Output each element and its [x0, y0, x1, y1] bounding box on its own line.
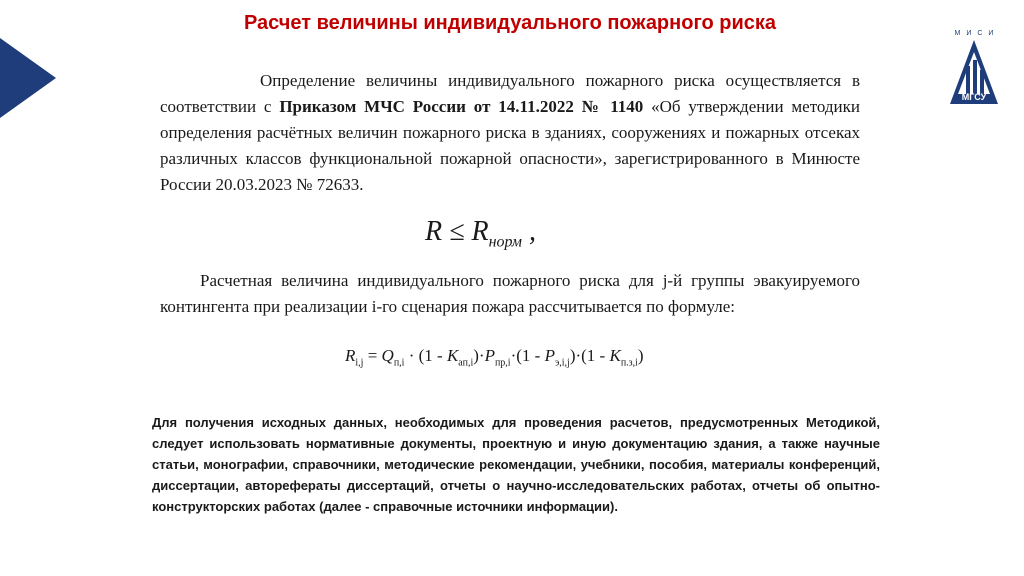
f-p1: P	[484, 346, 495, 365]
f-t5: )	[637, 346, 644, 365]
f-t1: · (1 -	[404, 346, 447, 365]
paragraph-definition-text: Определение величины индивидуального пожарного риска осуществляется в соответствии с	[160, 71, 860, 116]
risk-calculation-formula	[345, 346, 644, 368]
f-k1: K	[446, 346, 459, 365]
logo-name: МГСУ	[961, 92, 987, 102]
paragraph-calculation: Расчетная величина индивидуального пожарного риска для j-й группы эвакуируемого контингента при реализации i-го сценария пожара рассчитывается по формуле:	[160, 271, 860, 316]
formula-subscript: норм	[488, 233, 522, 251]
f-t3: ·(1 -	[510, 346, 545, 365]
university-logo	[946, 30, 1002, 106]
formula-tail: ,	[521, 216, 536, 247]
f-t4: )·(1 -	[569, 346, 610, 365]
slide-title: Расчет величины индивидуального пожарного риска	[243, 12, 777, 34]
f-p2: P	[544, 346, 555, 365]
order-reference: Приказом МЧС России от 14.11.2022 № 1140	[279, 97, 644, 116]
f-q-sub: п,i	[393, 357, 405, 369]
f-r-sub: i,j	[355, 357, 364, 369]
f-r: R	[345, 346, 356, 365]
f-k1-sub: ап,i	[458, 357, 474, 369]
logo-letters: МИСИ	[954, 30, 1000, 37]
f-eq: =	[363, 346, 382, 365]
paragraph-definition	[160, 68, 860, 198]
f-k2: K	[609, 346, 621, 365]
f-p2-sub: э,i,j	[554, 357, 570, 369]
f-p1-sub: пр,i	[494, 357, 511, 369]
paragraph-definition-text-cont: «Об утверждении методики определения расчётных величин пожарного риска в зданиях, сооружениях и пожарных отсеках различных классов функциональной пожарной опасности», зарегистрированного в Минюсте России 20.03.2023 № 72633.	[160, 97, 861, 194]
f-k2-sub: п.з,i	[620, 357, 638, 369]
paragraph-sources: Для получения исходных данных, необходимых для проведения расчетов, предусмотренных Методикой, следует использовать нормативные документы, проектную и иную документацию здания, а также научные статьи, монографии, справочники, методические рекомендации, учебники, пособия, материалы конференций, диссертации, авторефераты диссертаций, отчеты о научно-исследовательских работах, отчеты об опытно-конструкторских работах (далее - справочные источники информации).	[152, 415, 880, 514]
f-t2: )·	[473, 346, 485, 365]
f-q: Q	[381, 346, 394, 365]
risk-condition-formula	[425, 216, 536, 252]
formula-main: R ≤ R	[425, 216, 489, 247]
arrow-decoration	[0, 38, 56, 118]
